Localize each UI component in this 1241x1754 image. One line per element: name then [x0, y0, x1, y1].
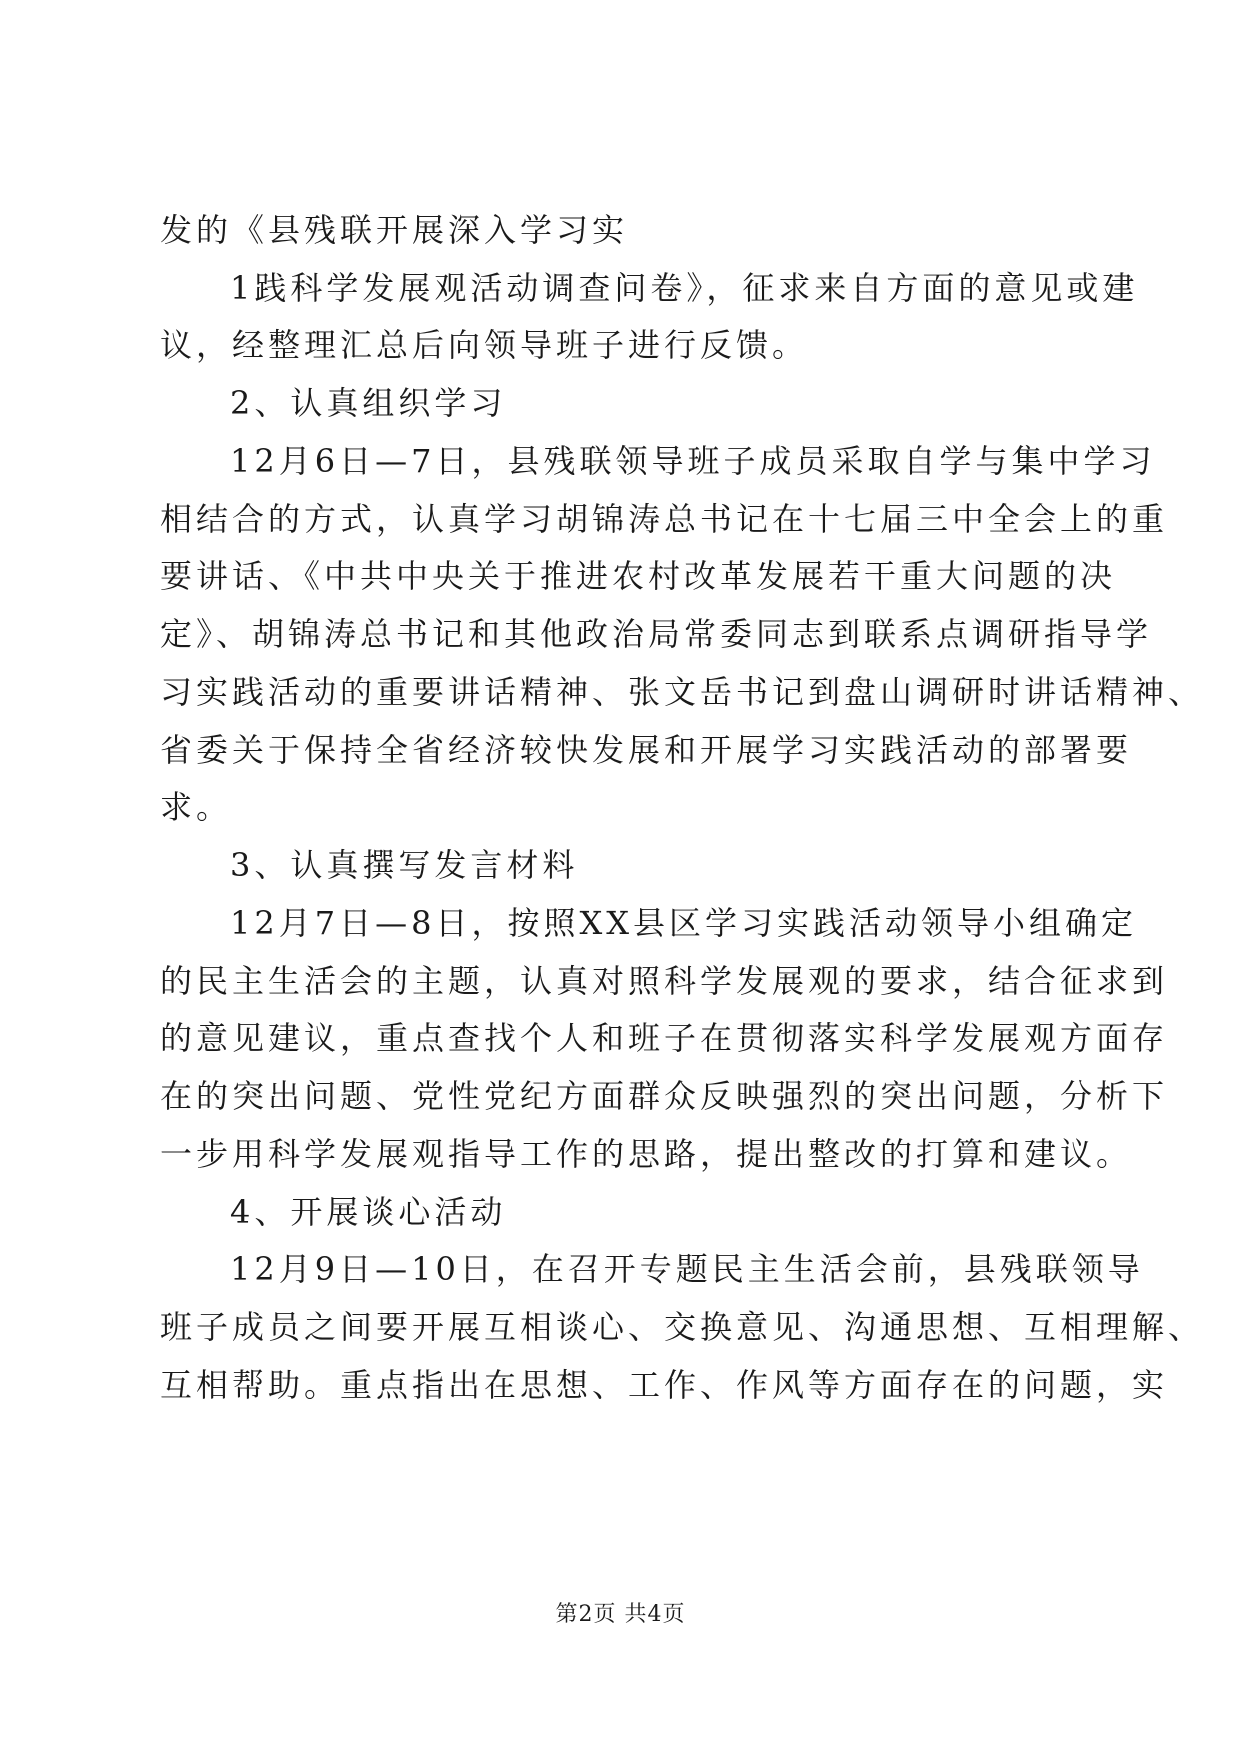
page-number: 第2页 共4页 — [555, 1602, 686, 1627]
text-line: 互相帮助。重点指出在思想、工作、作风等方面存在的问题，实 — [160, 1366, 1169, 1404]
text-line: 习实践活动的重要讲话精神、张文岳书记到盘山调研时讲话精神、 — [160, 673, 1205, 711]
text-line: 要讲话、《中共中央关于推进农村改革发展若干重大问题的决 — [160, 557, 1117, 595]
text-line: 1践科学发展观活动调查问卷》，征求来自方面的意见或建 — [230, 269, 1139, 307]
section-heading: 3、认真撰写发言材料 — [230, 846, 579, 884]
section-heading: 4、开展谈心活动 — [230, 1193, 507, 1231]
text-line: 发的《县残联开展深入学习实 — [160, 211, 629, 249]
text-line: 班子成员之间要开展互相谈心、交换意见、沟通思想、互相理解、 — [160, 1308, 1205, 1346]
text-line: 在的突出问题、党性党纪方面群众反映强烈的突出问题，分析下 — [160, 1077, 1169, 1115]
text-line: 12月7日—8日，按照XX县区学习实践活动领导小组确定 — [230, 904, 1138, 942]
text-line: 的民主生活会的主题，认真对照科学发展观的要求，结合征求到 — [160, 962, 1169, 1000]
section-heading: 2、认真组织学习 — [230, 384, 507, 422]
text-line: 议，经整理汇总后向领导班子进行反馈。 — [160, 326, 809, 364]
text-line: 的意见建议，重点查找个人和班子在贯彻落实科学发展观方面存 — [160, 1019, 1169, 1057]
text-line: 12月9日—10日，在召开专题民主生活会前，县残联领导 — [230, 1250, 1144, 1288]
text-line: 省委关于保持全省经济较快发展和开展学习实践活动的部署要 — [160, 731, 1133, 769]
text-line: 一步用科学发展观指导工作的思路，提出整改的打算和建议。 — [160, 1135, 1133, 1173]
text-line: 12月6日—7日，县残联领导班子成员采取自学与集中学习 — [230, 442, 1156, 480]
text-line: 相结合的方式，认真学习胡锦涛总书记在十七届三中全会上的重 — [160, 500, 1169, 538]
text-line: 定》、胡锦涛总书记和其他政治局常委同志到联系点调研指导学 — [160, 615, 1153, 653]
text-line: 求。 — [160, 788, 233, 826]
